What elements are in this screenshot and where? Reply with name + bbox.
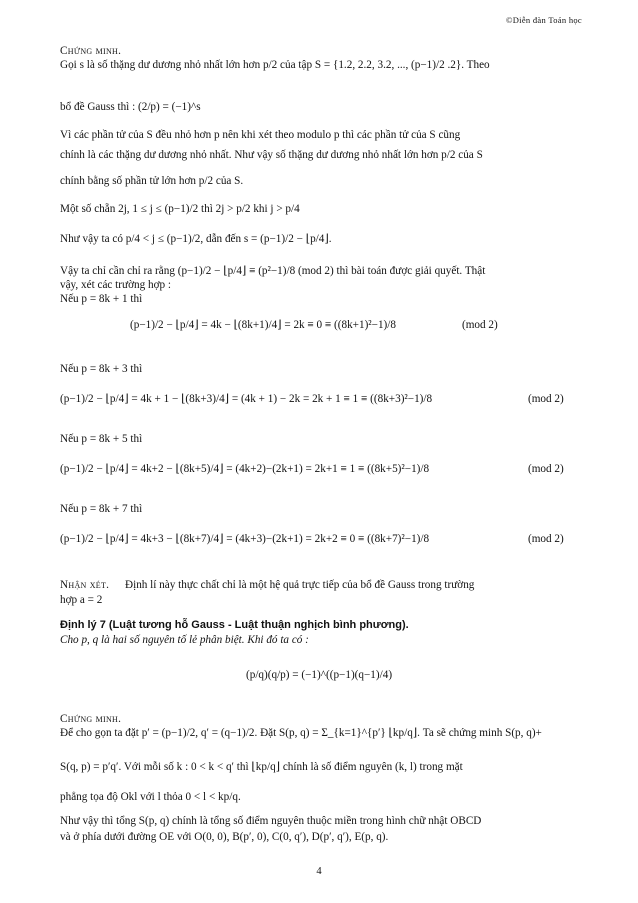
running-header: ©Diễn đàn Toán học xyxy=(505,15,582,25)
theorem-equation: (p/q)(q/p) = (−1)^((p−1)(q−1)/4) xyxy=(246,669,393,681)
proof-line-1: Gọi s là số thặng dư dương nhỏ nhất lớn hơn p/2 của tập S = {1.2, 2.2, 3.2, ..., (p−1)/2 .2}. Theo xyxy=(60,59,490,71)
case-3: Nếu p = 8k + 5 thì xyxy=(60,433,143,445)
proof-line-4: chính là các thặng dư dương nhỏ nhất. Như vậy số thặng dư dương nhỏ nhất lớn hơn p/2 của S xyxy=(60,149,483,161)
case-2: Nếu p = 8k + 3 thì xyxy=(60,363,143,375)
proof-line-9: vậy, xét các trường hợp : xyxy=(60,279,171,291)
equation-case-2: (p−1)/2 − ⌊p/4⌋ = 4k + 1 − ⌊(8k+3)/4⌋ = (4k + 1) − 2k = 2k + 1 ≡ 1 ≡ ((8k+3)²−1)/8 xyxy=(60,393,433,405)
theorem-statement: Cho p, q là hai số nguyên tố lẻ phân biệt. Khi đó ta có : xyxy=(60,634,309,646)
proof-line-3: Vì các phần tử của S đều nhỏ hơn p nên khi xét theo modulo p thì các phần tử của S cũng xyxy=(60,129,461,141)
mod-label-4: (mod 2) xyxy=(528,533,564,545)
proof-label: Chứng minh. xyxy=(60,45,122,57)
proof2-line-1: Để cho gọn ta đặt p′ = (p−1)/2, q′ = (q−1)/2. Đặt S(p, q) = Σ_{k=1}^{p′} ⌊kp/q⌋. Ta sẽ chứng minh S(p, q)+ xyxy=(60,727,542,739)
mod-label-2: (mod 2) xyxy=(528,393,564,405)
proof2-line-3: phẳng tọa độ Okl với l thỏa 0 < l < kp/q. xyxy=(60,791,241,803)
mod-label-1: (mod 2) xyxy=(462,319,498,331)
case-4: Nếu p = 8k + 7 thì xyxy=(60,503,143,515)
proof-line-8: Vậy ta chỉ cần chỉ ra rằng (p−1)/2 − ⌊p/4⌋ ≡ (p²−1)/8 (mod 2) thì bài toán được giải quyết. Thật xyxy=(60,265,486,277)
equation-case-1: (p−1)/2 − ⌊p/4⌋ = 4k − ⌊(8k+1)/4⌋ = 2k ≡ 0 ≡ ((8k+1)²−1)/8 xyxy=(130,319,396,331)
proof-line-5: chính bằng số phần tử lớn hơn p/2 của S. xyxy=(60,175,244,187)
remark-label: Nhận xét. xyxy=(60,579,110,591)
proof2-line-2: S(q, p) = p′q′. Với mỗi số k : 0 < k < q′ thì ⌊kp/q⌋ chính là số điểm nguyên (k, l) trong mặt xyxy=(60,761,463,773)
equation-case-4: (p−1)/2 − ⌊p/4⌋ = 4k+3 − ⌊(8k+7)/4⌋ = (4k+3)−(2k+1) = 2k+2 ≡ 0 ≡ ((8k+7)²−1)/8 xyxy=(60,533,430,545)
proof2-line-4: Như vậy thì tổng S(p, q) chính là tổng số điểm nguyên thuộc miền trong hình chữ nhật OBCD xyxy=(60,815,482,827)
proof-line-2: bổ đề Gauss thì : (2/p) = (−1)^s xyxy=(60,101,201,113)
mod-label-3: (mod 2) xyxy=(528,463,564,475)
remark-line-1: Định lí này thực chất chỉ là một hệ quả trực tiếp của bổ đề Gauss trong trường xyxy=(125,579,475,591)
proof2-line-5: và ở phía dưới đường OE với O(0, 0), B(p′, 0), C(0, q′), D(p′, q′), E(p, q). xyxy=(60,831,389,843)
proof-line-7: Như vậy ta có p/4 < j ≤ (p−1)/2, dẫn đến s = (p−1)/2 − ⌊p/4⌋. xyxy=(60,233,332,245)
proof-line-6: Một số chẵn 2j, 1 ≤ j ≤ (p−1)/2 thì 2j > p/2 khi j > p/4 xyxy=(60,203,300,215)
case-1: Nếu p = 8k + 1 thì xyxy=(60,293,143,305)
theorem-title: Định lý 7 (Luật tương hỗ Gauss - Luật thuận nghịch bình phương). xyxy=(60,619,409,631)
equation-case-3: (p−1)/2 − ⌊p/4⌋ = 4k+2 − ⌊(8k+5)/4⌋ = (4k+2)−(2k+1) = 2k+1 ≡ 1 ≡ ((8k+5)²−1)/8 xyxy=(60,463,430,475)
proof2-label: Chứng minh. xyxy=(60,713,122,725)
page-number: 4 xyxy=(316,866,322,877)
remark-line-2: hợp a = 2 xyxy=(60,594,103,606)
